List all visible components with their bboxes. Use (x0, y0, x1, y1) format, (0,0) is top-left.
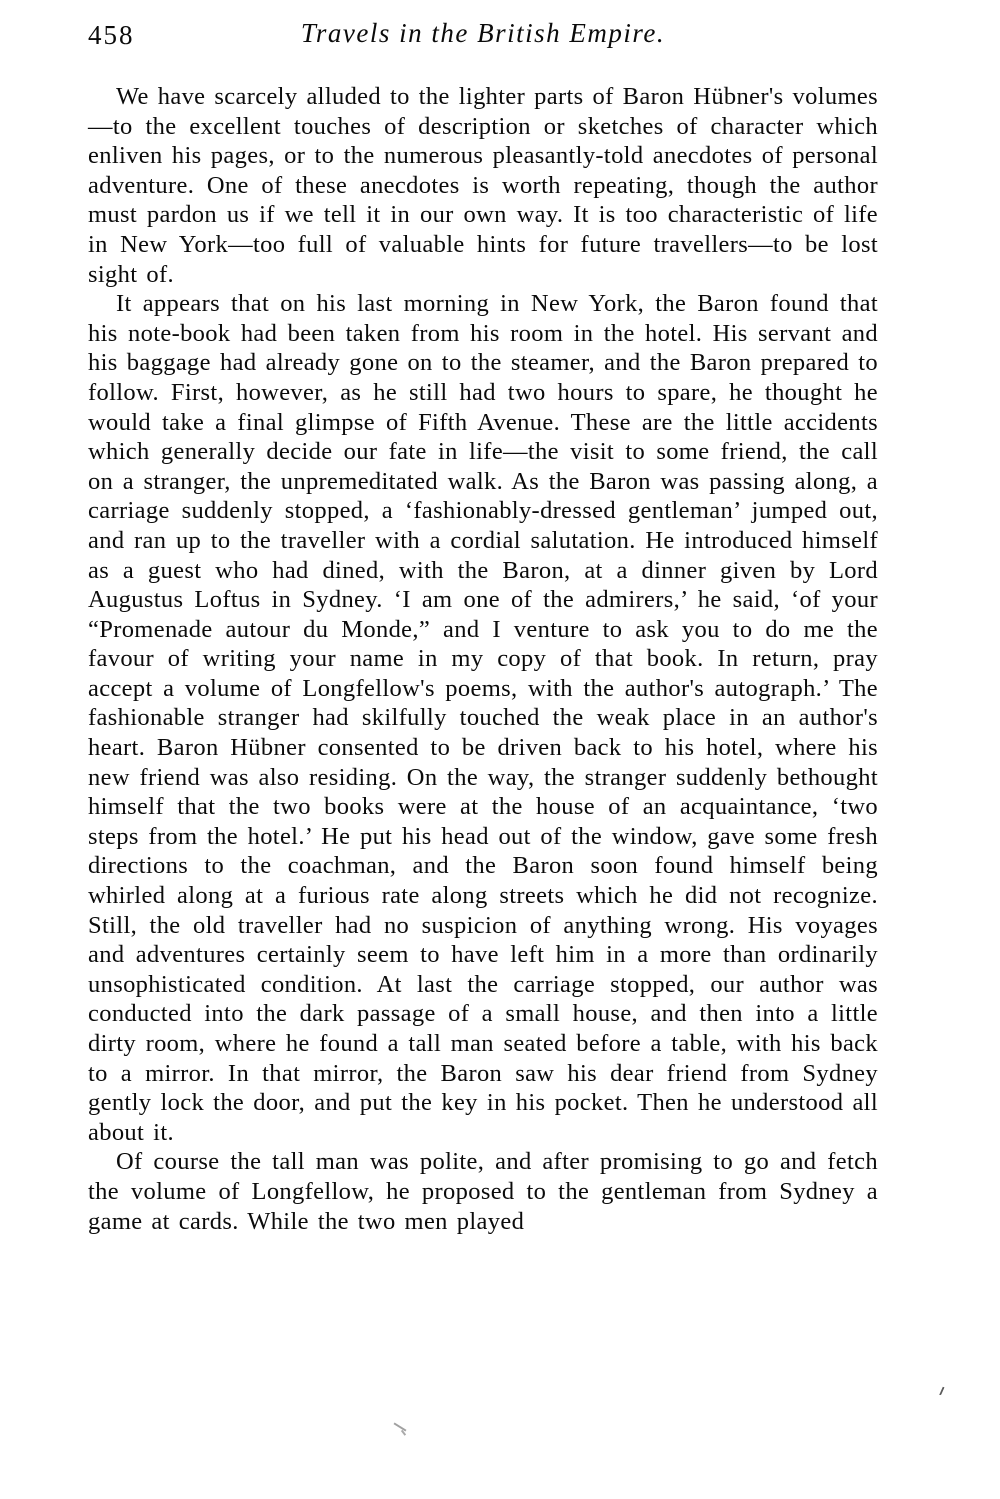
paragraph-2: It appears that on his last morning in New York, the Baron found that his note-book had been taken from his room in the hotel. His servant and his baggage had already gone on to the steamer, and the Baron prepared to follow. First, however, as he still had two hours to spare, he thought he would take a final glimpse of Fifth Avenue. These are the little accidents which generally decide our fate in life—the visit to some friend, the call on a stranger, the unpremeditated walk. As the Baron was passing along, a carriage suddenly stopped, a ‘fashionably-dressed gentleman’ jumped out, and ran up to the traveller with a cordial salutation. He introduced himself as a guest who had dined, with the Baron, at a dinner given by Lord Augustus Loftus in Sydney. ‘I am one of the admirers,’ he said, ‘of your “Promenade autour du Monde,” and I venture to ask you to do me the favour of writing your name in my copy of that book. In return, pray accept a volume of Longfellow's poems, with the author's autograph.’ The fashionable stranger had skilfully touched the weak place in an author's heart. Baron Hübner consented to be driven back to his hotel, where his new friend was also residing. On the way, the stranger suddenly bethought himself that the two books were at the house of an acquaintance, ‘two steps from the hotel.’ He put his head out of the window, gave some fresh directions to the coachman, and the Baron soon found himself being whirled along at a furious rate along streets which he did not recognize. Still, the old traveller had no suspicion of anything wrong. His voyages and adventures certainly seem to have left him in a more than ordinarily unsophisticated condition. At last the carriage stopped, our author was conducted into the dark passage of a small house, and then into a little dirty room, where he found a tall man seated before a table, with his back to a mirror. In that mirror, the Baron saw his dear friend from Sydney gently lock the door, and put the key in his pocket. Then he understood all about it. (88, 290, 878, 1146)
paragraph-3: Of course the tall man was polite, and after promising to go and fetch the volume of Longfellow, he proposed to the gentleman from Sydney a game at cards. While the two men played (88, 1148, 878, 1235)
body-text (88, 82, 878, 1236)
paragraph-1: We have scarcely alluded to the lighter parts of Baron Hübner's volumes—to the excellent touches of description or sketches of character which enliven his pages, or to the numerous pleasantly-told anecdotes of personal adventure. One of these anecdotes is worth repeating, though the author must pardon us if we tell it in our own way. It is too characteristic of life in New York—too full of valuable hints for future travellers—to be lost sight of. (88, 83, 878, 288)
scan-artifact-speck (936, 1385, 944, 1395)
page-number: 458 (88, 20, 135, 50)
running-head (88, 18, 878, 64)
running-title: Travels in the British Empire. (300, 18, 666, 48)
text-column (88, 18, 878, 1236)
scan-artifact-smudge (394, 1422, 407, 1431)
